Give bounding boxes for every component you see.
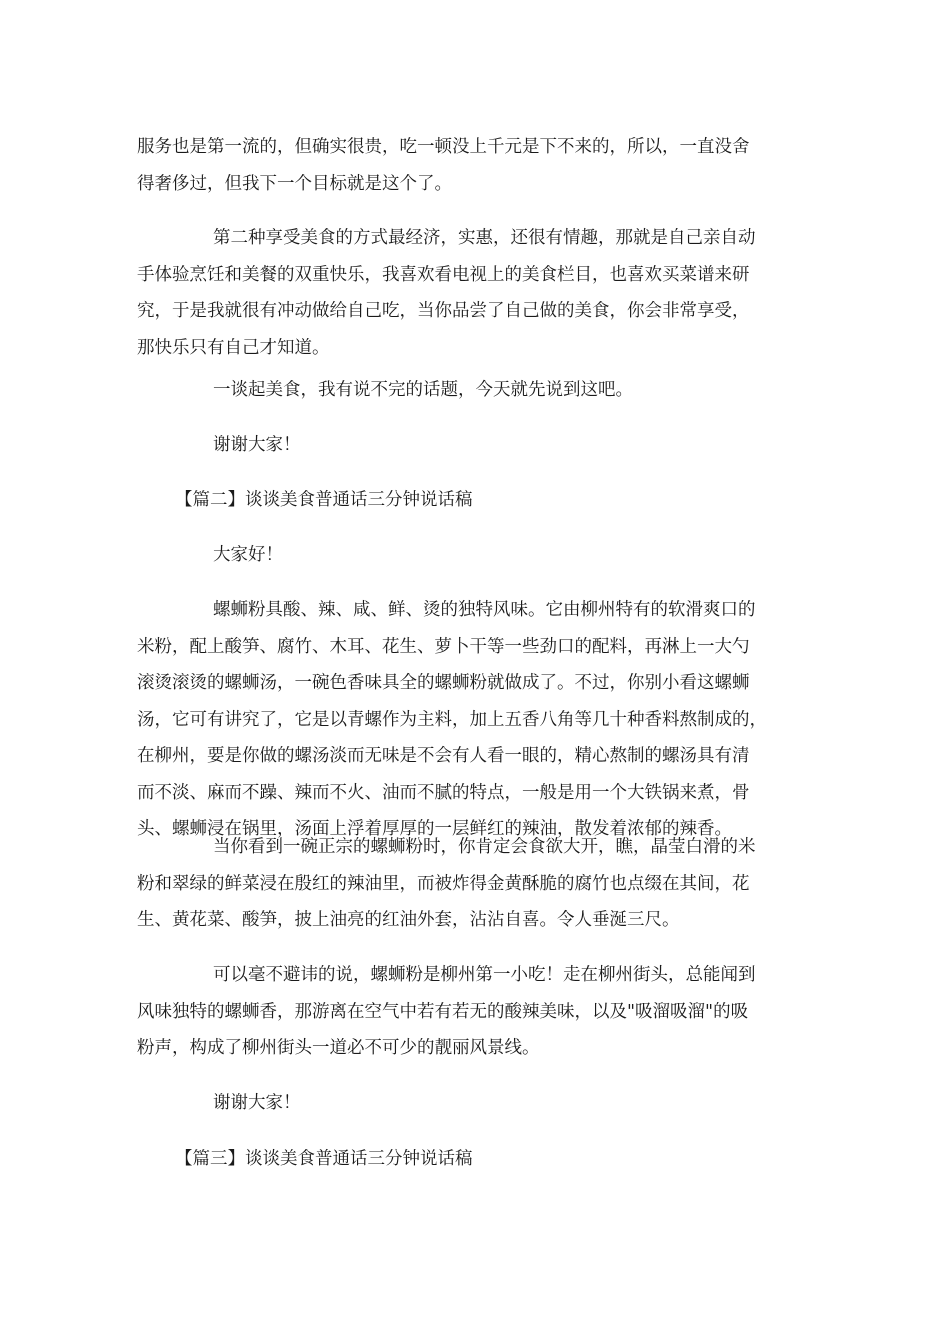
text-line: 螺蛳粉具酸、辣、咸、鲜、烫的独特风味。它由柳州特有的软滑爽口的 (213, 600, 756, 620)
text-line: 大家好！ (213, 545, 283, 565)
text-line: 那快乐只有自己才知道。 (137, 337, 330, 358)
paragraph-thanks (137, 427, 817, 464)
text-line: 服务也是第一流的，但确实很贵，吃一顿没上千元是下不来的，所以，一直没舍 (137, 137, 750, 157)
section-heading-part-three (137, 1141, 817, 1178)
text-line: 第二种享受美食的方式最经济，实惠，还很有情趣，那就是自己亲自动 (213, 228, 756, 248)
paragraph-liuzhou-street (137, 957, 817, 1067)
text-line: 一谈起美食，我有说不完的话题，今天就先说到这吧。 (213, 380, 633, 400)
text-line: 生、黄花菜、酸笋，披上油亮的红油外套，沾沾自喜。令人垂涎三尺。 (137, 910, 680, 930)
text-line: 可以毫不避讳的说，螺蛳粉是柳州第一小吃！走在柳州街头，总能闻到 (213, 965, 756, 985)
text-line: 头、螺蛳浸在锅里，汤面上浮着厚厚的一层鲜红的辣油，散发着浓郁的辣香。 (137, 819, 732, 839)
text-line: 粉声，构成了柳州街头一道必不可少的靓丽风景线。 (137, 1038, 540, 1058)
text-line: 滚烫滚烫的螺蛳汤，一碗色香味具全的螺蛳粉就做成了。不过，你别小看这螺蛳 (137, 673, 750, 693)
paragraph-luosifen-appearance (137, 829, 817, 939)
text-line: 手体验烹饪和美餐的双重快乐，我喜欢看电视上的美食栏目，也喜欢买菜谱来研 (137, 264, 750, 285)
text-line: 谢谢大家！ (213, 435, 301, 455)
heading-line: 【篇三】谈谈美食普通话三分钟说话稿 (175, 1149, 473, 1169)
paragraph-thanks (137, 1085, 817, 1122)
text-line: 究，于是我就很有冲动做给自己吃，当你品尝了自己做的美食，你会非常享受， (137, 301, 750, 321)
text-line: 当你看到一碗正宗的螺蛳粉时，你肯定会食欲大开，瞧，晶莹白滑的米 (213, 837, 756, 857)
text-line: 米粉，配上酸笋、腐竹、木耳、花生、萝卜干等一些劲口的配料，再淋上一大勺 (137, 636, 750, 657)
text-line: 在柳州，要是你做的螺汤淡而无味是不会有人看一眼的，精心熬制的螺汤具有清 (137, 746, 750, 766)
paragraph-greeting (137, 537, 817, 574)
section-heading-part-two (137, 482, 817, 519)
text-line: 而不淡、麻而不躁、辣而不火、油而不腻的特点，一般是用一个大铁锅来煮，骨 (137, 782, 750, 803)
paragraph-second-way (137, 220, 817, 366)
heading-line: 【篇二】谈谈美食普通话三分钟说话稿 (175, 490, 473, 510)
paragraph-closing-remark (137, 372, 817, 409)
text-line: 汤，它可有讲究了，它是以青螺作为主料，加上五香八角等几十种香料熬制成的， (137, 709, 767, 730)
text-line: 风味独特的螺蛳香，那游离在空气中若有若无的酸辣美味，以及"吸溜吸溜"的吸 (137, 1001, 749, 1022)
text-line: 粉和翠绿的鲜菜浸在殷红的辣油里，而被炸得金黄酥脆的腐竹也点缀在其间，花 (137, 873, 750, 894)
paragraph-luosifen-flavor (137, 592, 817, 848)
text-line: 谢谢大家！ (213, 1093, 301, 1113)
paragraph-continuation (137, 129, 817, 202)
text-line: 得奢侈过，但我下一个目标就是这个了。 (137, 173, 452, 194)
